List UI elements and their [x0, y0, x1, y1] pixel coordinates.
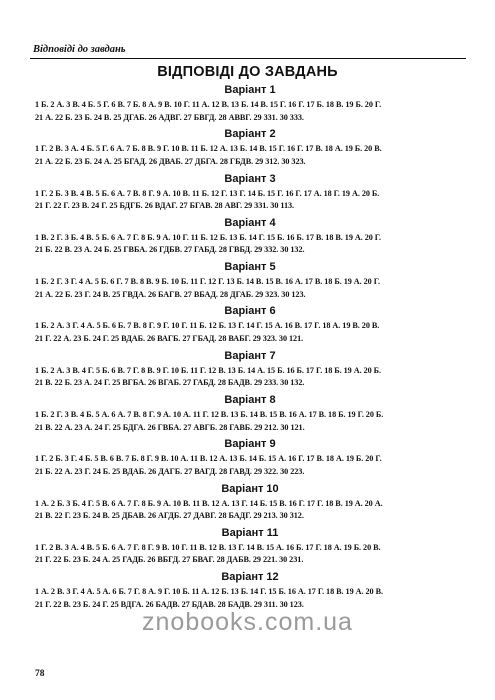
answer-line: 21 Г. 22 А. 23 Б. 24 Г. 25 ВДАБ. 26 ВАГБ. 27 ГБАД. 28 ВАБГ. 29 323. 30 121. [35, 333, 304, 343]
running-head: Відповіді до завдань [33, 44, 126, 55]
answer-line: 21 В. 22 Г. 23 Б. 24 В. 25 ДБАВ. 26 АГДБ. 27 ДАВГ. 28 БАДГ. 29 213. 30 312. [35, 511, 304, 521]
variant-5-block [35, 261, 465, 304]
variant-6-block [35, 305, 465, 348]
variant-heading: Варіант 3 [224, 172, 276, 185]
answer-line: 1 Г. 2 В. 3 А. 4 Б. 5 Г. 6 А. 7 Б. 8 В. 9 Г. 10 В. 11 Б. 12 А. 13 Б. 14 В. 15 Г. 16 Г. 17 В. 18 А. 19 Б. 20 В. [35, 144, 382, 154]
header-rule [30, 58, 466, 59]
answer-line: 21 Г. 22 Г. 23 В. 24 Г. 25 БДГБ. 26 ВДАГ. 27 БГАВ. 28 АВГ. 29 331. 30 113. [35, 201, 295, 211]
watermark: znobooks.com.ua [142, 608, 353, 636]
answer-line: 1 Г. 2 Б. 3 В. 4 В. 5 Б. 6 А. 7 В. 8 Г. 9 А. 10 В. 11 Б. 12 Г. 13 Г. 14 Б. 15 Г. 16 Г. 17 А. 18 Г. 19 А. 20 Б. [35, 188, 380, 198]
variant-1-block [35, 84, 465, 127]
page-title: ВІДПОВІДІ ДО ЗАВДАНЬ [157, 64, 338, 80]
answer-line: 1 Б. 2 Г. 3 В. 4 Б. 5 А. 6 А. 7 В. 8 Г. 9 А. 10 А. 11 Г. 12 В. 13 Б. 14 В. 15 В. 16 А. 17 В. 18 Б. 19 Г. 20 Б. [35, 410, 384, 420]
answer-line: 21 А. 22 Б. 23 Г. 24 В. 25 ГВДА. 26 БАГВ. 27 ВБАД. 28 ДГАБ. 29 323. 30 123. [35, 289, 306, 299]
variant-7-block [35, 350, 465, 393]
answer-line: 21 Г. 22 В. 23 Б. 24 Г. 25 ВДГА. 26 БАДВ. 27 БДАВ. 28 БАДВ. 29 311. 30 123. [35, 599, 304, 609]
answer-line: 1 Б. 2 А. 3 В. 4 Б. 5 Г. 6 В. 7 Б. 8 А. 9 В. 10 Г. 11 А. 12 В. 13 Б. 14 В. 15 Г. 16 Г. 17 Б. 18 В. 19 Б. 20 Г. [35, 100, 382, 109]
variant-heading: Варіант 7 [224, 349, 276, 362]
answer-line: 1 А. 2 В. 3 Г. 4 А. 5 А. 6 Б. 7 Г. 8 А. 9 Г. 10 Б. 11 А. 12 Б. 13 Б. 14 Г. 15 Б. 16 А. 17 Г. 18 В. 19 А. 20 В. [35, 587, 383, 597]
answer-line: 1 Б. 2 Г. 3 Г. 4 А. 5 Б. 6 Г. 7 В. 8 В. 9 Б. 10 Б. 11 Г. 12 Г. 13 Б. 14 В. 15 В. 16 А. 17 В. 18 Б. 19 А. 20 Г. [35, 277, 380, 287]
variant-3-block [35, 173, 465, 216]
answer-line: 1 В. 2 Г. 3 Б. 4 В. 5 Б. 6 А. 7 Г. 8 Б. 9 А. 10 Г. 11 Б. 12 Б. 13 Б. 14 Г. 15 Б. 16 Б. 17 В. 18 В. 19 А. 20 Г. [35, 232, 382, 242]
answer-line: 1 Г. 2 Б. 3 Г. 4 Б. 5 В. 6 В. 7 Б. 8 Г. 9 В. 10 А. 11 В. 12 А. 13 Б. 14 Б. 15 А. 16 Г. 17 В. 18 А. 19 Б. 20 Г. [35, 454, 382, 464]
variant-heading: Варіант 2 [224, 128, 276, 141]
answer-line: 1 Г. 2 В. 3 А. 4 В. 5 Б. 6 А. 7 Г. 8 Г. 9 В. 10 Г. 11 В. 12 В. 13 Г. 14 В. 15 А. 16 Б. 17 Г. 18 А. 19 Б. 20 В. [35, 542, 381, 552]
variant-heading: Варіант 6 [224, 305, 276, 318]
answer-line: 21 В. 22 Б. 23 А. 24 Г. 25 ВГБА. 26 ВГАБ. 27 ГАБД. 28 БАДВ. 29 233. 30 132. [35, 378, 305, 388]
variant-heading: Варіант 1 [224, 84, 276, 96]
variant-10-block [35, 483, 465, 526]
variant-heading: Варіант 12 [221, 571, 279, 584]
variant-4-block [35, 217, 465, 260]
answer-line: 1 А. 2 Б. 3 Б. 4 Г. 5 В. 6 А. 7 Г. 8 Б. 9 А. 10 В. 11 В. 12 А. 13 Г. 14 Б. 15 В. 16 Г. 17 Г. 18 В. 19 А. 20 А. [35, 498, 383, 508]
answer-line: 21 А. 22 Б. 23 Б. 24 А. 25 БГАД. 26 ДВАБ. 27 ДБГА. 28 ГБДВ. 29 312. 30 323. [35, 156, 306, 166]
variant-heading: Варіант 5 [224, 261, 276, 274]
answer-line: 21 В. 22 А. 23 А. 24 Г. 25 БДГА. 26 ГВБА. 27 АВГБ. 28 ГАВБ. 29 212. 30 121. [35, 422, 305, 432]
page-number: 78 [35, 669, 45, 679]
variant-11-block [35, 527, 465, 570]
answer-line: 21 Б. 22 А. 23 Г. 24 Б. 25 ВДАБ. 26 ДАГБ. 27 ВАГД. 28 ГАВД. 29 322. 30 223. [35, 466, 305, 476]
variant-9-block [35, 438, 465, 481]
variant-8-block [35, 394, 465, 437]
variant-heading: Варіант 10 [221, 482, 279, 495]
answer-line: 21 Б. 22 В. 23 А. 24 Б. 25 ГВБА. 26 ГДБВ. 27 ГАБД. 28 ГВБД. 29 332. 30 132. [35, 245, 305, 255]
answer-line: 1 Б. 2 А. 3 Г. 4 А. 5 Б. 6 Б. 7 В. 8 Г. 9 Г. 10 Г. 11 Б. 12 Б. 13 Г. 14 Г. 15 А. 16 В. 17 Г. 18 А. 19 В. 20 В. [35, 321, 380, 331]
variant-2-block [35, 128, 465, 171]
answer-line: 21 А. 22 Б. 23 Б. 24 В. 25 ДГАБ. 26 АДВГ. 27 БВГД. 28 АВВГ. 29 331. 30 333. [35, 112, 304, 122]
variant-heading: Варіант 4 [224, 216, 276, 229]
answers-section [35, 83, 465, 615]
variant-heading: Варіант 11 [221, 526, 279, 539]
variant-heading: Варіант 9 [224, 438, 276, 451]
answer-line: 21 Г. 22 Б. 23 Б. 24 А. 25 ГАДБ. 26 ВБГД. 27 БВАГ. 28 ДАБВ. 29 221. 30 231. [35, 555, 304, 565]
variant-heading: Варіант 8 [224, 394, 276, 407]
answer-line: 1 Б. 2 А. 3 В. 4 Г. 5 Б. 6 В. 7 Г. 8 В. 9 Г. 10 Б. 11 Г. 12 В. 13 Б. 14 А. 15 Б. 16 Б. 17 Г. 18 Б. 19 А. 20 Б. [35, 365, 382, 375]
